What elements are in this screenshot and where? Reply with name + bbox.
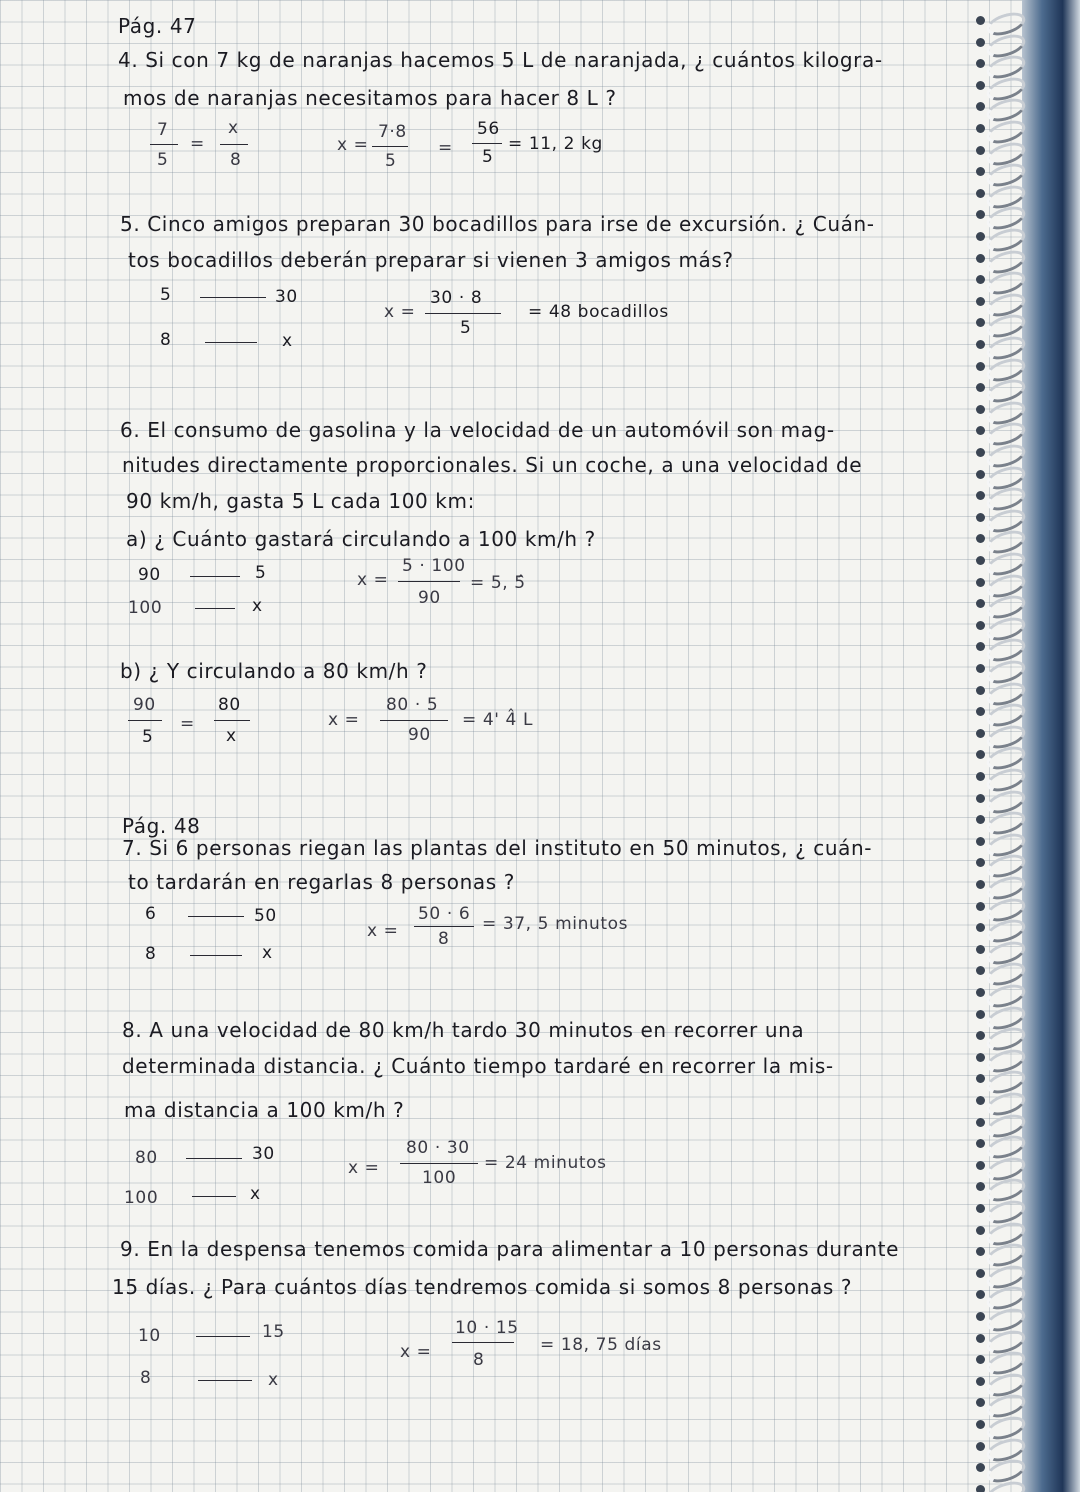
p7-rule-b: 50 [254,906,277,926]
binding-hole [976,837,985,846]
binding-hole [976,1182,985,1191]
p9-rule-line-2 [198,1380,252,1381]
binding-hole [976,210,985,219]
problem-8-line-1: 8. A una velocidad de 80 km/h tardo 30 minutos en recorrer una [122,1018,805,1042]
binding-hole [976,686,985,695]
p4-fraction-3-num: 7·8 [378,122,407,142]
problem-6-line-2: nitudes directamente proporcionales. Si un coche, a una velocidad de [122,453,863,477]
p6a-result: = 5, 5̂ [470,573,526,593]
binding-hole [976,1377,985,1386]
binding-hole [976,426,985,435]
p6a-den: 90 [418,588,441,608]
p7-fraction-bar [414,926,474,927]
p4-fraction-1-num: 7 [157,120,169,140]
problem-5-line-2: tos bocadillos deberán preparar si vienen 3 amigos más? [128,248,734,272]
p6a-x-equals: x = [357,570,389,590]
binding-hole [976,1161,985,1170]
page-edge-shadow [1022,0,1080,1492]
p6b-fraction-2-bar [214,720,250,721]
p4-fraction-2-den: 8 [230,150,242,170]
p7-rule-d: x [262,943,273,963]
binding-hole [976,16,985,25]
binding-hole [976,1118,985,1127]
binding-hole [976,1442,985,1451]
p9-rule-c: 8 [140,1368,152,1388]
p7-rule-c: 8 [145,944,157,964]
binding-hole [976,621,985,630]
p4-equals-2: = [438,138,453,158]
binding-hole [976,556,985,565]
binding-hole [976,902,985,911]
p8-rule-d: x [250,1184,261,1204]
p4-fraction-3-bar [372,146,408,147]
binding-hole [976,470,985,479]
spiral-binding [950,0,1080,1492]
p9-fraction-bar [452,1342,514,1343]
p9-result: = 18, 75 días [540,1335,662,1355]
binding-hole [976,880,985,889]
p4-fraction-4-bar [472,143,502,144]
binding-hole [976,513,985,522]
p8-rule-c: 100 [124,1188,159,1208]
binding-hole [976,664,985,673]
p8-rule-a: 80 [135,1148,158,1168]
binding-hole [976,750,985,759]
p8-rule-line-1 [186,1158,242,1159]
binding-hole [976,124,985,133]
p9-rule-b: 15 [262,1322,285,1342]
binding-hole [976,59,985,68]
p9-rule-d: x [268,1370,279,1390]
problem-9-line-2: 15 días. ¿ Para cuántos días tendremos comida si somos 8 personas ? [112,1275,853,1299]
p4-equals: = [190,134,205,154]
binding-hole [976,858,985,867]
p7-result: = 37, 5 minutos [482,914,629,934]
binding-hole [976,1031,985,1040]
p5-rule-line-2 [205,342,257,343]
binding-hole [976,1312,985,1321]
p6b-x-equals: x = [328,710,360,730]
problem-7-line-1: 7. Si 6 personas riegan las plantas del instituto en 50 minutos, ¿ cuán- [122,836,873,860]
binding-hole [976,729,985,738]
binding-hole [976,146,985,155]
binding-hole [976,1096,985,1105]
p4-fraction-4-num: 56 [477,119,500,139]
problem-8-line-3: ma distancia a 100 km/h ? [124,1098,405,1122]
p5-rule-d: x [282,331,293,351]
p8-num: 80 · 30 [406,1138,470,1158]
binding-hole [976,38,985,47]
p6b-num: 80 · 5 [386,695,439,715]
p9-rule-a: 10 [138,1326,161,1346]
binding-hole [976,599,985,608]
problem-5-line-1: 5. Cinco amigos preparan 30 bocadillos para irse de excursión. ¿ Cuán- [120,212,875,236]
p5-result: = 48 bocadillos [528,302,669,322]
p9-den: 8 [473,1350,485,1370]
p6b-fraction-2-den: x [226,726,237,746]
problem-6-line-3: 90 km/h, gasta 5 L cada 100 km: [126,489,475,513]
binding-hole [976,254,985,263]
binding-hole [976,794,985,803]
binding-hole [976,1290,985,1299]
p4-fraction-1-den: 5 [157,150,169,170]
p8-den: 100 [422,1168,457,1188]
problem-8-line-2: determinada distancia. ¿ Cuánto tiempo tardaré en recorrer la mis- [122,1054,834,1078]
binding-hole [976,189,985,198]
p7-rule-line-2 [190,955,242,956]
p5-fraction-bar [425,313,501,314]
p8-rule-line-2 [192,1196,236,1197]
p4-x-equals: x = [337,135,369,155]
p8-x-equals: x = [348,1158,380,1178]
p4-fraction-2-bar [220,144,248,145]
binding-hole [976,1334,985,1343]
binding-hole [976,1010,985,1019]
p5-rule-a: 5 [160,285,172,305]
binding-hole [976,1139,985,1148]
binding-hole [976,578,985,587]
p7-den: 8 [438,929,450,949]
p6a-rule-line-2 [195,608,235,609]
p4-fraction-1-bar [150,144,178,145]
p7-rule-line-1 [188,916,244,917]
binding-hole [976,297,985,306]
page-heading-47: Pág. 47 [118,14,197,38]
binding-hole [976,1463,985,1472]
binding-hole [976,966,985,975]
p6b-fraction-1-den: 5 [142,727,154,747]
p5-x-equals: x = [384,302,416,322]
p6b-equals: = [180,714,195,734]
binding-hole [976,232,985,241]
binding-hole [976,1204,985,1213]
binding-hole [976,1485,985,1492]
p6a-rule-c: 100 [128,598,163,618]
binding-hole [976,1269,985,1278]
problem-9-line-1: 9. En la despensa tenemos comida para alimentar a 10 personas durante [120,1237,899,1261]
binding-hole [976,448,985,457]
problem-4-line-1: 4. Si con 7 kg de naranjas hacemos 5 L de naranjada, ¿ cuántos kilogra- [118,48,883,72]
binding-hole [976,642,985,651]
binding-hole [976,1053,985,1062]
p6b-den: 90 [408,725,431,745]
p8-rule-b: 30 [252,1144,275,1164]
binding-hole [976,318,985,327]
binding-hole [976,1226,985,1235]
binding-hole [976,945,985,954]
p6a-rule-a: 90 [138,565,161,585]
problem-6b-question: b) ¿ Y circulando a 80 km/h ? [120,659,428,683]
p4-result: = 11, 2 kg [508,134,603,154]
binding-hole [976,275,985,284]
p4-fraction-3-den: 5 [385,151,397,171]
binding-hole [976,1398,985,1407]
p6a-rule-b: 5 [255,563,267,583]
binding-hole [976,815,985,824]
p9-x-equals: x = [400,1342,432,1362]
binding-hole [976,405,985,414]
p6b-fraction-1-num: 90 [133,695,156,715]
binding-hole [976,167,985,176]
binding-hole [976,81,985,90]
binding-hole [976,491,985,500]
p5-rule-line-1 [200,297,266,298]
page-heading-48: Pág. 48 [122,814,201,838]
binding-hole [976,923,985,932]
p7-rule-a: 6 [145,904,157,924]
p7-num: 50 · 6 [418,904,471,924]
problem-7-line-2: to tardarán en regarlas 8 personas ? [128,870,515,894]
binding-hole [976,102,985,111]
p7-x-equals: x = [367,921,399,941]
binding-hole [976,1247,985,1256]
binding-hole [976,772,985,781]
binding-hole [976,1355,985,1364]
p4-fraction-2-num: x [228,118,239,138]
binding-hole [976,383,985,392]
binding-hole [976,988,985,997]
p6a-fraction-bar [398,581,460,582]
binding-hole [976,340,985,349]
p6b-fraction-bar [380,720,448,721]
binding-hole [976,534,985,543]
binding-hole [976,707,985,716]
p8-fraction-bar [400,1163,478,1164]
problem-6a-question: a) ¿ Cuánto gastará circulando a 100 km/h ? [126,527,596,551]
p5-num: 30 · 8 [430,288,483,308]
p9-rule-line-1 [196,1336,250,1337]
p6b-result: = 4' 4̂ L [462,710,534,730]
p6b-fraction-2-num: 80 [218,695,241,715]
p8-result: = 24 minutos [484,1153,607,1173]
problem-6-line-1: 6. El consumo de gasolina y la velocidad de un automóvil son mag- [120,418,835,442]
binding-hole [976,362,985,371]
p6a-rule-line-1 [190,576,240,577]
p6a-num: 5 · 100 [402,556,466,576]
binding-hole [976,1420,985,1429]
p9-num: 10 · 15 [455,1318,519,1338]
p6b-fraction-1-bar [128,720,162,721]
p5-den: 5 [460,318,472,338]
p5-rule-c: 8 [160,330,172,350]
binding-hole [976,1074,985,1083]
problem-4-line-2: mos de naranjas necesitamos para hacer 8 L ? [123,86,617,110]
p5-rule-b: 30 [275,287,298,307]
p6a-rule-d: x [252,596,263,616]
p4-fraction-4-den: 5 [482,147,494,167]
